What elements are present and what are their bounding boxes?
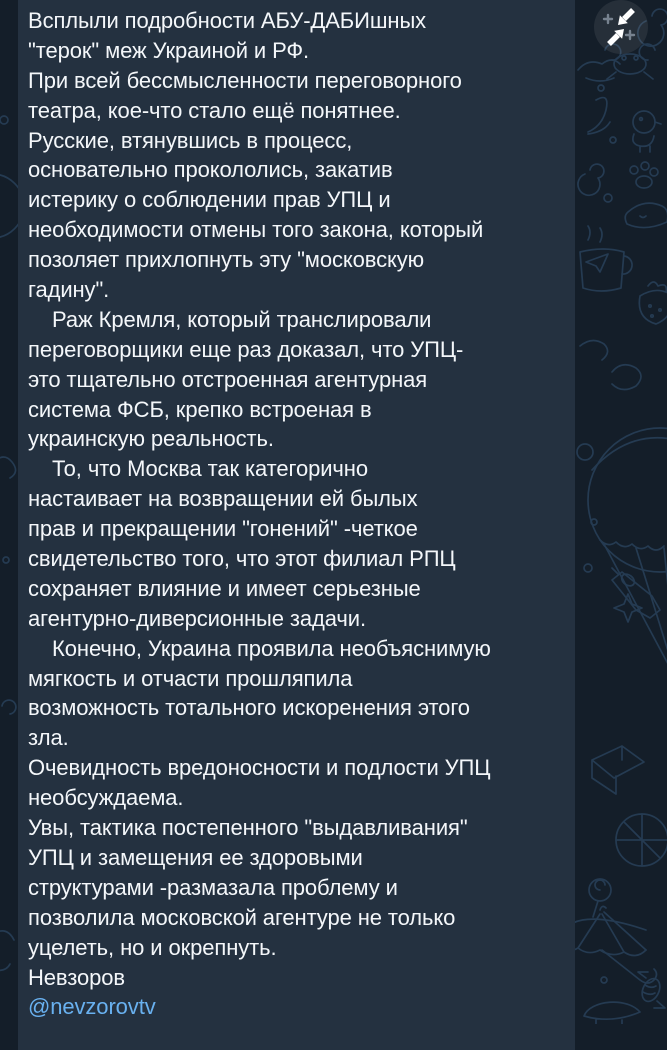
- mention-link[interactable]: @nevzorovtv: [28, 994, 156, 1020]
- message-line: Раж Кремля, который транслировали: [28, 306, 432, 332]
- message-line: позоляет прихлопнуть эту "московскую: [28, 247, 425, 273]
- message-line: возможность тотального искоренения этого: [28, 695, 470, 721]
- message-line: УПЦ и замещения ее здоровыми: [28, 844, 363, 870]
- message-text: [28, 6, 565, 1022]
- message-line: свидетельство того, что этот филиал РПЦ: [28, 546, 456, 572]
- message-line: гадину".: [28, 277, 110, 303]
- message-line: необходимости отмены того закона, который: [28, 217, 484, 243]
- message-line: То, что Москва так категорично: [28, 456, 368, 482]
- message-line: истерику о соблюдении прав УПЦ и: [28, 187, 391, 213]
- collapse-button[interactable]: [594, 0, 648, 54]
- message-line: Русские, втянувшись в процесс,: [28, 127, 353, 153]
- message-line: необсуждаема.: [28, 785, 184, 811]
- message-line: "терок" меж Украиной и РФ.: [28, 37, 310, 63]
- message-line: основательно прокололись, закатив: [28, 157, 393, 183]
- message-line: При всей бессмысленности переговорного: [28, 67, 462, 93]
- message-line: сохраняет влияние и имеет серьезные: [28, 575, 421, 601]
- message-line: Увы, тактика постепенного "выдавливания": [28, 815, 468, 841]
- message-line: театра, кое-что стало ещё понятнее.: [28, 97, 401, 123]
- message-line: прав и прекращении "гонений" -четкое: [28, 516, 418, 542]
- message-line: это тщательно отстроенная агентурная: [28, 366, 428, 392]
- message-line: Всплыли подробности АБУ-ДАБИшных: [28, 8, 427, 33]
- message-line: Невзоров: [28, 964, 125, 990]
- message-line: уцелеть, но и окрепнуть.: [28, 934, 277, 960]
- message-line: мягкость и отчасти прошляпила: [28, 665, 353, 691]
- message-line: зла.: [28, 725, 69, 751]
- message-lines: [28, 6, 565, 992]
- message-line: агентурно-диверсионные задачи.: [28, 605, 366, 631]
- message-line: Конечно, Украина проявила необъяснимую: [28, 635, 491, 661]
- message-line: украинскую реальность.: [28, 426, 274, 452]
- message-line: позволила московской агентуре не только: [28, 904, 456, 930]
- message-line: структурами -размазала проблему и: [28, 874, 398, 900]
- message-line: переговорщики еще раз доказал, что УПЦ-: [28, 336, 464, 362]
- message-bubble: [18, 0, 575, 1050]
- message-line: настаивает на возвращении ей былых: [28, 486, 418, 512]
- message-line: Очевидность вредоносности и подлости УПЦ: [28, 755, 491, 781]
- collapse-arrows-icon: [594, 0, 648, 54]
- message-line: система ФСБ, крепко встроеная в: [28, 396, 372, 422]
